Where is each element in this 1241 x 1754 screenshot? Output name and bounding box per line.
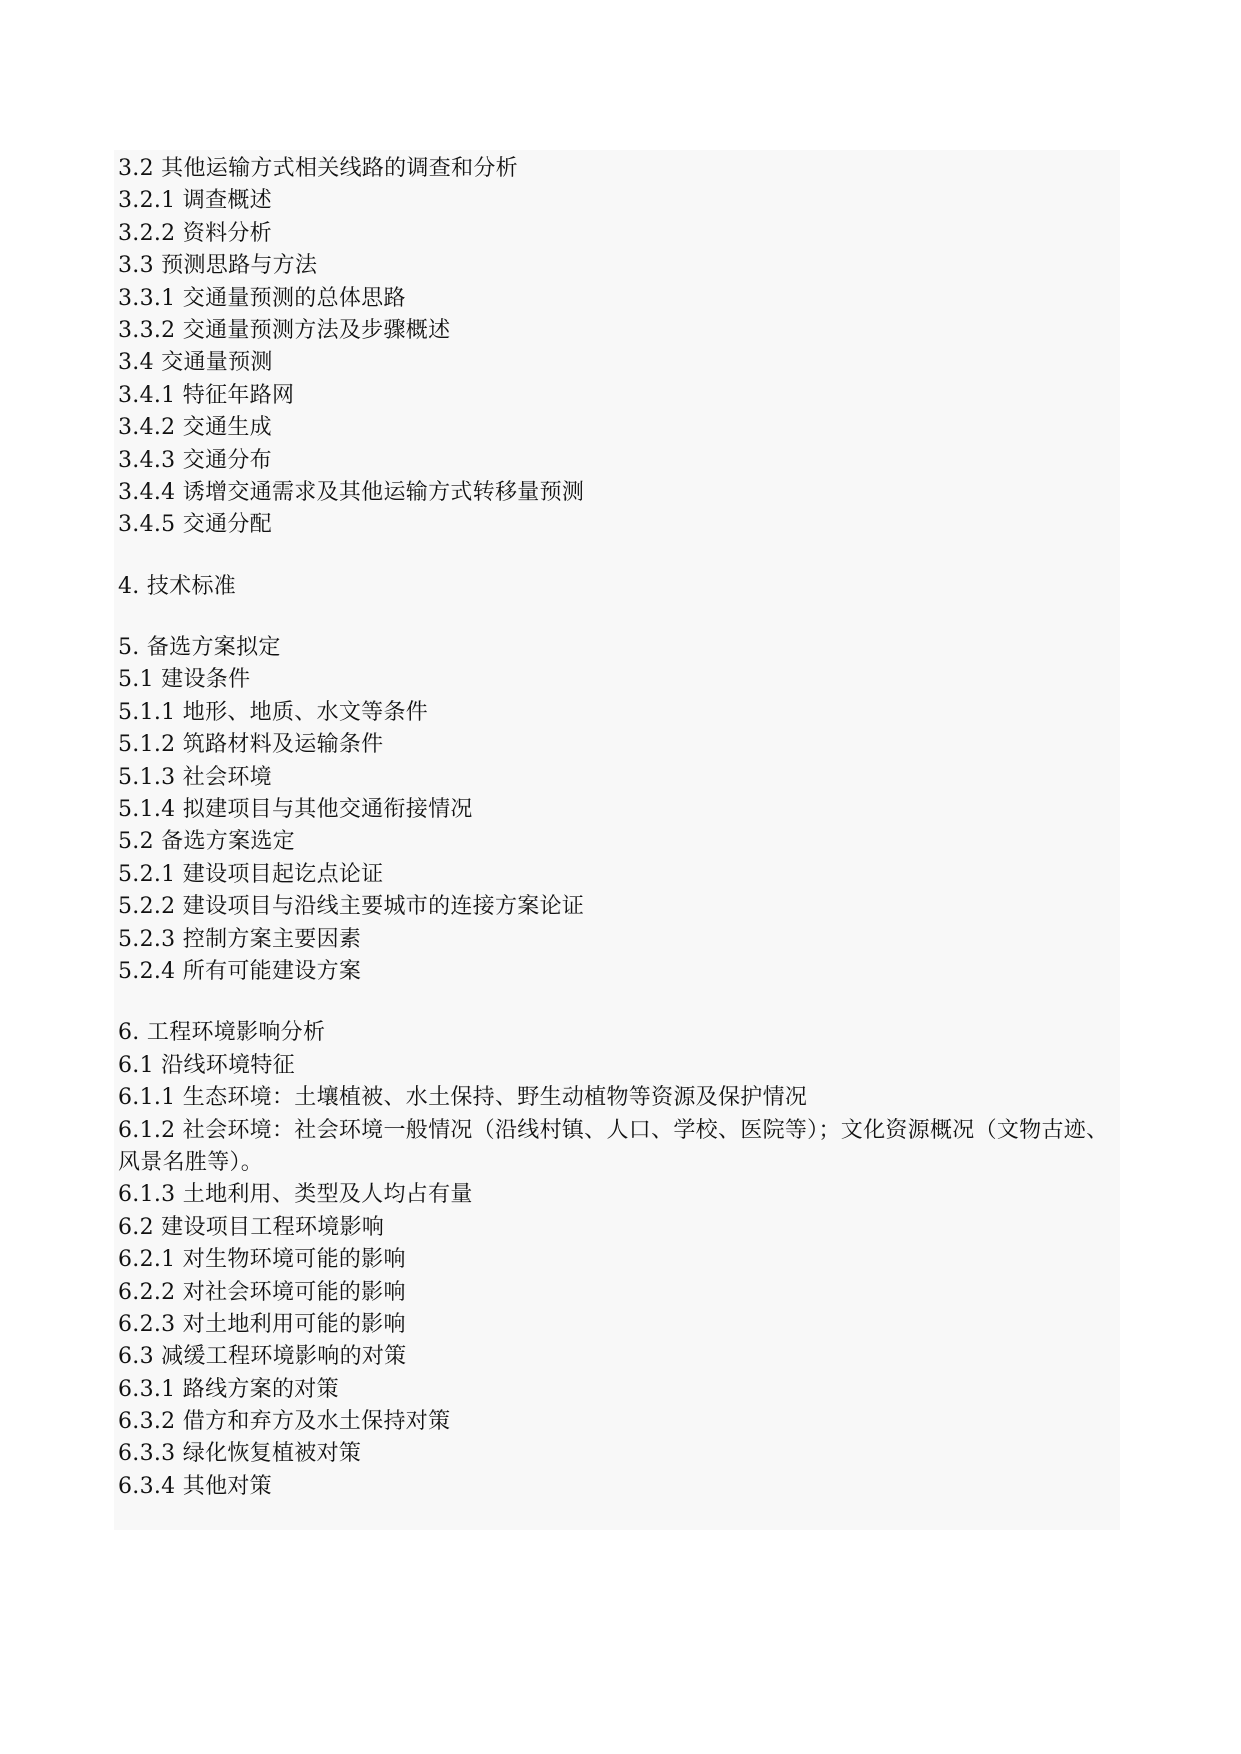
section-gap (114, 542, 1120, 571)
document-content (114, 150, 1120, 1530)
toc-line: 3.3.2 交通量预测方法及步骤概述 (118, 317, 451, 343)
toc-line: 5.1.3 社会环境 (118, 764, 272, 790)
toc-line: 6.2.3 对土地利用可能的影响 (118, 1311, 406, 1337)
toc-line: 3.4.3 交通分布 (118, 447, 272, 473)
toc-line: 6. 工程环境影响分析 (118, 1020, 326, 1046)
toc-line: 6.3.3 绿化恢复植被对策 (118, 1441, 362, 1467)
toc-line: 6.3.2 借方和弃方及水土保持对策 (118, 1409, 451, 1435)
toc-line: 5.2.4 所有可能建设方案 (118, 958, 362, 984)
toc-section-4 (114, 571, 1120, 603)
toc-line: 5.2.3 控制方案主要因素 (118, 926, 362, 952)
toc-line: 3.2.2 资料分析 (118, 220, 272, 246)
toc-line: 5.1.1 地形、地质、水文等条件 (118, 699, 429, 725)
toc-line: 6.3 减缓工程环境影响的对策 (118, 1344, 407, 1370)
toc-section-3 (114, 153, 1120, 542)
toc-line: 3.2.1 调查概述 (118, 188, 272, 214)
toc-line: 5.1.2 筑路材料及运输条件 (118, 732, 384, 758)
toc-line: 5.2 备选方案选定 (118, 829, 295, 855)
toc-line: 5. 备选方案拟定 (118, 635, 281, 661)
toc-line: 5.1 建设条件 (118, 667, 251, 693)
section-gap (114, 603, 1120, 632)
toc-line: 3.4.5 交通分配 (118, 512, 272, 538)
toc-line: 5.2.2 建设项目与沿线主要城市的连接方案论证 (118, 894, 585, 920)
toc-line: 6.1.3 土地利用、类型及人均占有量 (118, 1182, 473, 1208)
toc-line: 5.1.4 拟建项目与其他交通衔接情况 (118, 797, 473, 823)
section-gap (114, 988, 1120, 1017)
toc-line: 3.4.4 诱增交通需求及其他运输方式转移量预测 (118, 479, 585, 505)
toc-section-5 (114, 632, 1120, 988)
toc-line: 3.4 交通量预测 (118, 350, 273, 376)
toc-line: 3.4.1 特征年路网 (118, 382, 295, 408)
toc-line: 6.2.1 对生物环境可能的影响 (118, 1247, 406, 1273)
toc-line: 6.3.1 路线方案的对策 (118, 1376, 339, 1402)
toc-line: 3.4.2 交通生成 (118, 415, 272, 441)
toc-line: 6.1.2 社会环境：社会环境一般情况（沿线村镇、人口、学校、医院等）；文化资源概况（文物古迹、风景名胜等）。 (118, 1117, 1109, 1175)
toc-line: 6.2 建设项目工程环境影响 (118, 1214, 385, 1240)
toc-line: 3.2 其他运输方式相关线路的调查和分析 (118, 156, 518, 181)
toc-line: 3.3.1 交通量预测的总体思路 (118, 285, 406, 311)
toc-line: 6.3.4 其他对策 (118, 1473, 272, 1499)
toc-line: 6.1 沿线环境特征 (118, 1052, 295, 1078)
toc-section-6 (114, 1017, 1120, 1503)
toc-line: 5.2.1 建设项目起讫点论证 (118, 861, 384, 887)
toc-line: 3.3 预测思路与方法 (118, 253, 318, 279)
toc-line: 6.1.1 生态环境：土壤植被、水土保持、野生动植物等资源及保护情况 (118, 1085, 808, 1111)
toc-line: 4. 技术标准 (118, 573, 237, 599)
toc-line: 6.2.2 对社会环境可能的影响 (118, 1279, 406, 1305)
